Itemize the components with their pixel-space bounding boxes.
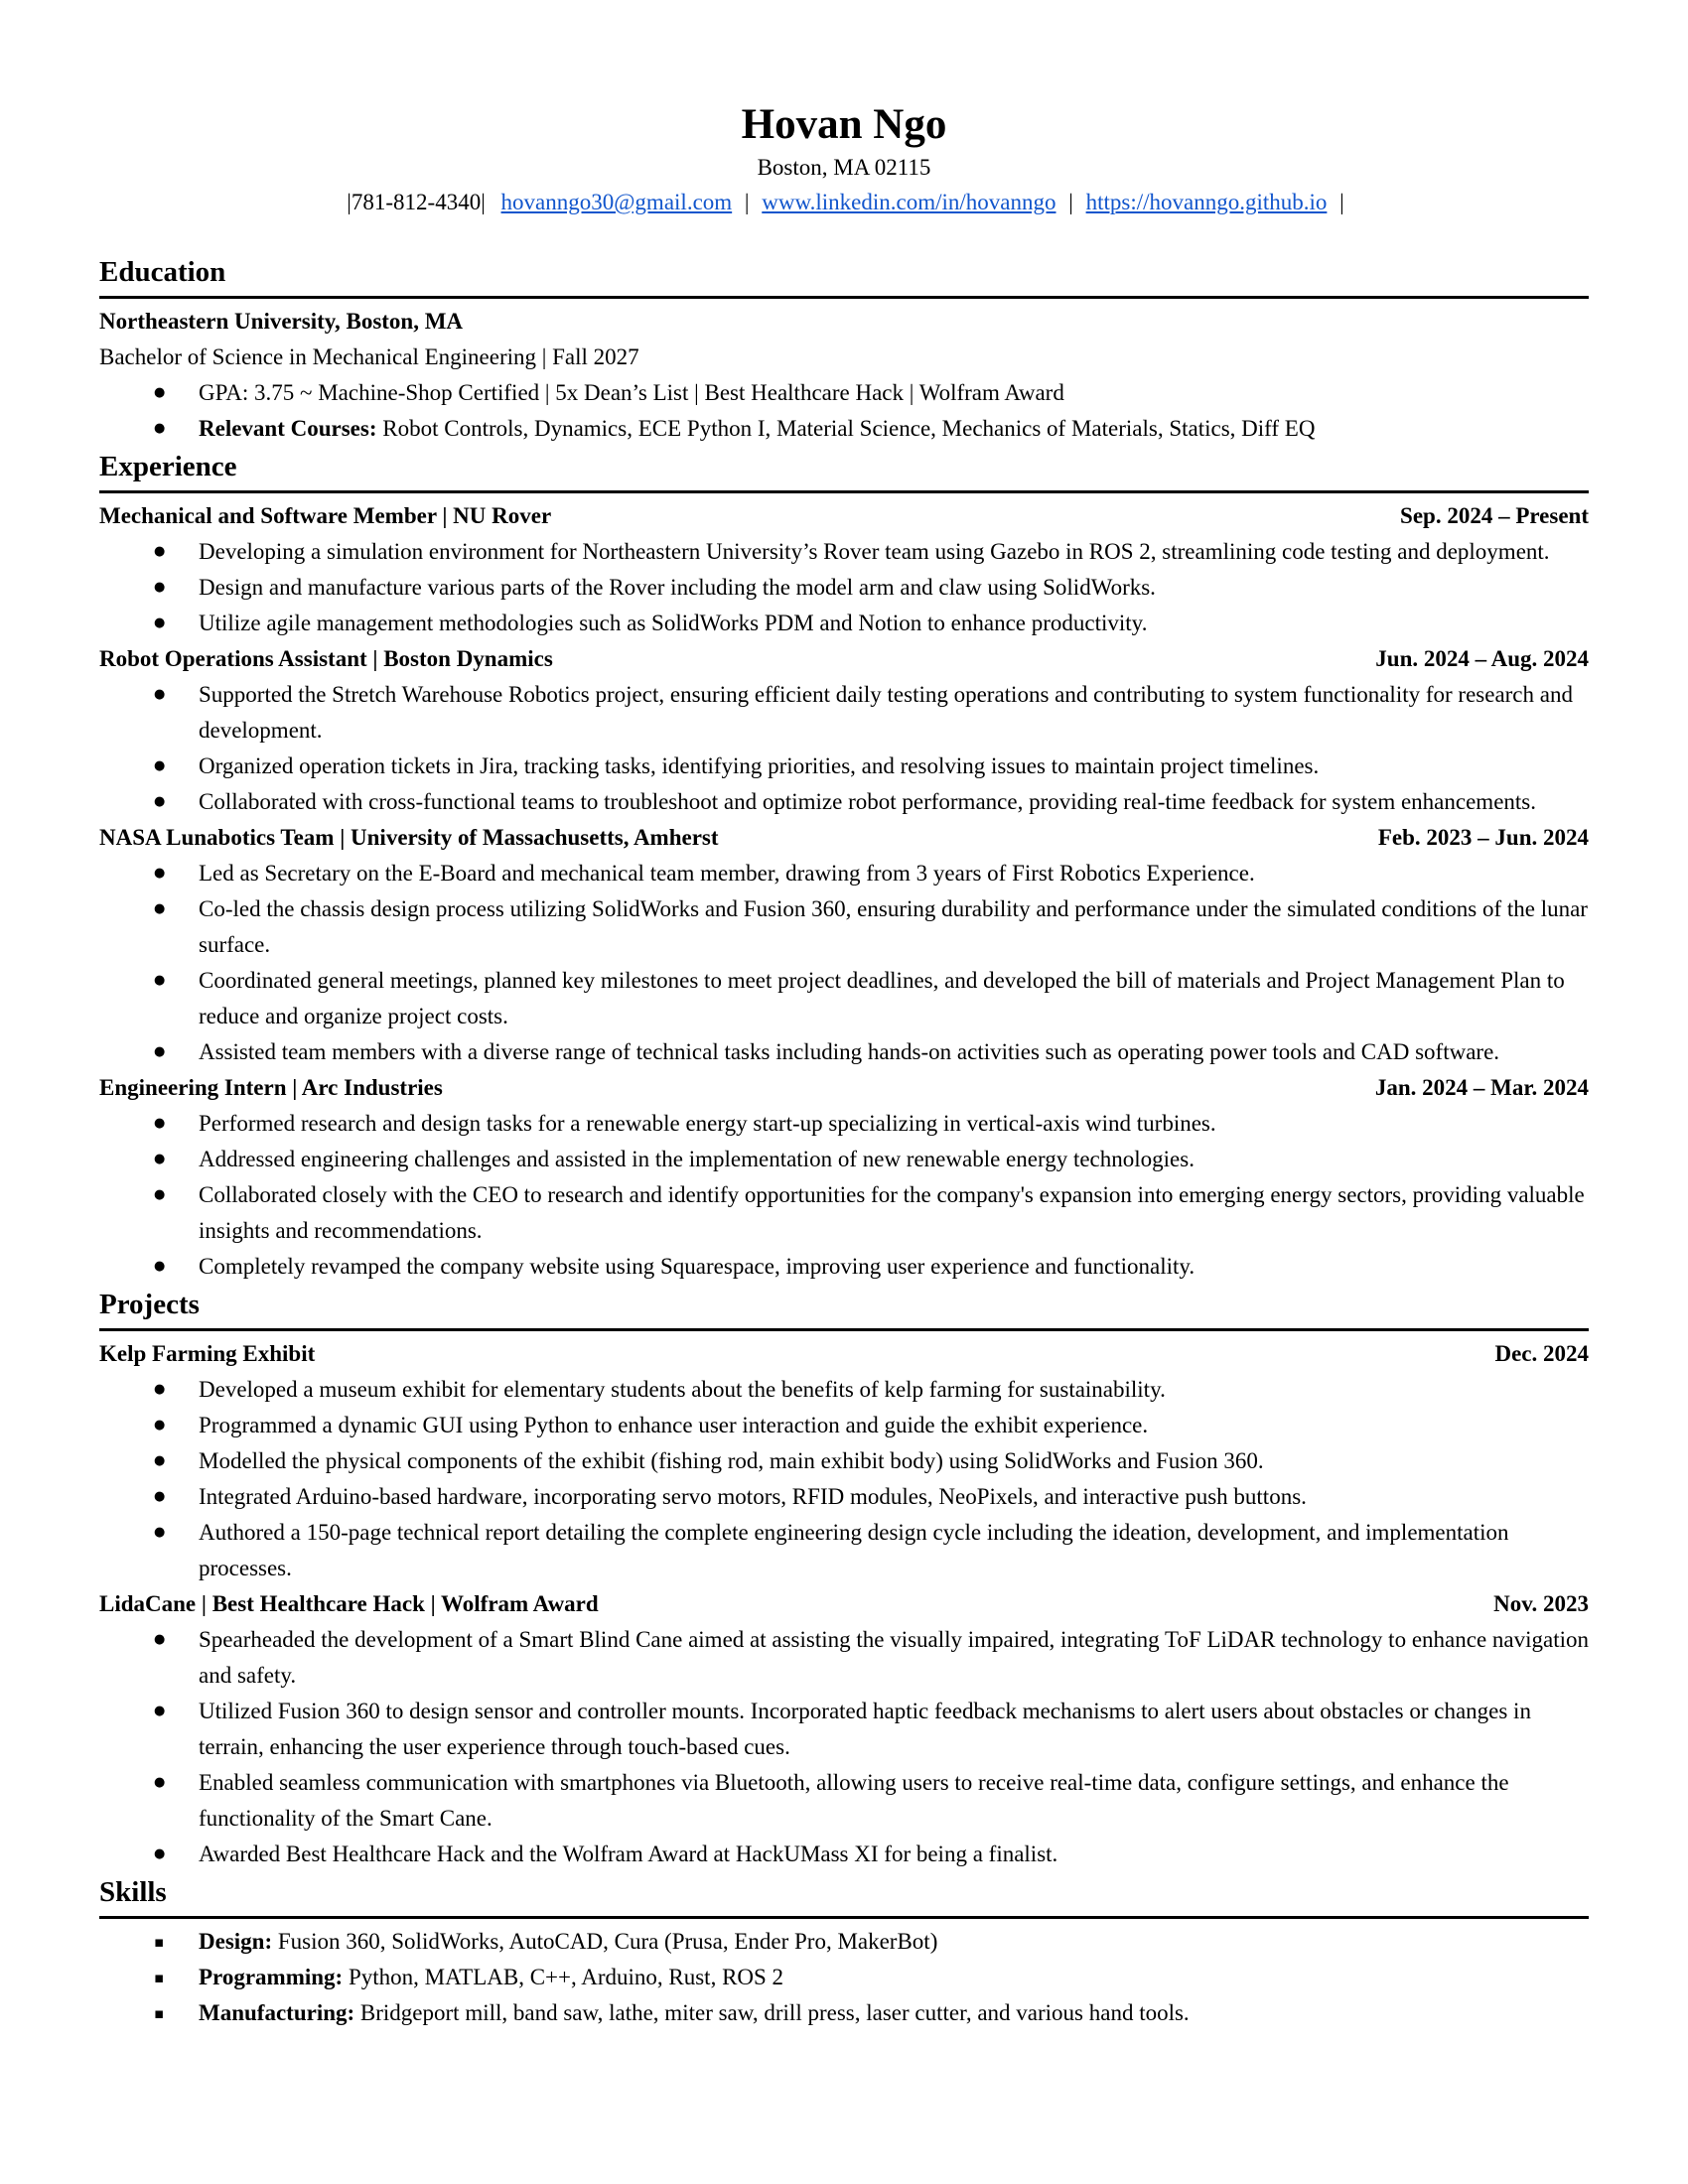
section-heading-education: Education [99,252,1589,299]
job-title: Engineering Intern | Arc Industries [99,1075,443,1100]
project-bullets [99,1372,1589,1586]
bullet-item [199,749,1589,784]
bullet-item [199,1995,1589,2031]
bullet-text: Addressed engineering challenges and assisted in the implementation of new renewable energy technologies. [199,1147,1195,1171]
project-title: Kelp Farming Exhibit [99,1341,316,1366]
bullet-text: Enabled seamless communication with smartphones via Bluetooth, allowing users to receive real-time data, configure settings, and enhance the functionality of the Smart Cane. [199,1770,1509,1831]
job-entry [99,498,1589,641]
bullet-text: Programmed a dynamic GUI using Python to enhance user interaction and guide the exhibit experience. [199,1413,1149,1437]
section-experience [99,447,1589,1285]
bullet-text: Bridgeport mill, band saw, lathe, miter saw, drill press, laser cutter, and various hand tools. [354,2000,1190,2025]
bullet-text: Coordinated general meetings, planned key milestones to meet project deadlines, and developed the bill of materials and Project Management Plan to reduce and organize project costs. [199,968,1565,1028]
contact-separator: | [744,190,750,214]
bullet-item [199,1106,1589,1142]
bullet-text: Developed a museum exhibit for elementary students about the benefits of kelp farming for sustainability. [199,1377,1166,1402]
bullet-text: Utilized Fusion 360 to design sensor and controller mounts. Incorporated haptic feedback mechanisms to alert users about obstacles or changes in terrain, enhancing the user experience through touch-based cues. [199,1699,1531,1759]
bullet-item [199,1408,1589,1443]
location-line: Boston, MA 02115 [757,155,931,180]
job-dates: Sep. 2024 – Present [1400,503,1589,528]
bullet-text: Spearheaded the development of a Smart Blind Cane aimed at assisting the visually impaired, integrating ToF LiDAR technology to enhance navigation and safety. [199,1627,1589,1688]
bullet-item [199,1479,1589,1515]
bullet-item [199,1837,1589,1872]
phone-number: |781-812-4340| [347,190,486,214]
job-header [99,498,1589,534]
project-entry [99,1336,1589,1586]
bullet-text: Utilize agile management methodologies such as SolidWorks PDM and Notion to enhance productivity. [199,611,1148,635]
school-name: Northeastern University, Boston, MA [99,309,464,334]
bullet-item [199,1142,1589,1177]
bullet-label: Design: [199,1929,273,1954]
project-header [99,1586,1589,1622]
email-link[interactable]: hovanngo30@gmail.com [500,190,733,214]
bullet-text: GPA: 3.75 ~ Machine-Shop Certified | 5x Dean’s List | Best Healthcare Hack | Wolfram Award [199,380,1064,405]
bullet-item [199,856,1589,891]
project-entry [99,1586,1589,1872]
job-dates: Feb. 2023 – Jun. 2024 [1377,825,1589,850]
job-entry [99,641,1589,820]
bullet-text: Authored a 150-page technical report detailing the complete engineering design cycle including the ideation, development, and implementation processes. [199,1520,1509,1580]
section-heading-projects: Projects [99,1285,1589,1331]
bullet-item [199,606,1589,641]
project-dates: Dec. 2024 [1494,1341,1589,1366]
bullet-label: Relevant Courses: [199,416,377,441]
job-bullets [99,1106,1589,1285]
contact-separator: | [1068,190,1073,214]
bullet-label: Programming: [199,1965,344,1989]
bullet-item [199,1765,1589,1837]
bullet-text: Integrated Arduino-based hardware, incorporating servo motors, RFID modules, NeoPixels, and interactive push buttons. [199,1484,1307,1509]
bullet-text: Led as Secretary on the E-Board and mechanical team member, drawing from 3 years of First Robotics Experience. [199,861,1255,886]
bullet-text: Organized operation tickets in Jira, tracking tasks, identifying priorities, and resolving issues to maintain project timelines. [199,753,1320,778]
bullet-text: Supported the Stretch Warehouse Robotics project, ensuring efficient daily testing operations and contributing to system functionality for research and development. [199,682,1573,743]
section-education [99,252,1589,447]
section-skills [99,1872,1589,2031]
section-projects [99,1285,1589,1872]
education-bullets [99,375,1589,447]
bullet-text: Completely revamped the company website using Squarespace, improving user experience and functionality. [199,1254,1196,1279]
linkedin-link[interactable]: www.linkedin.com/in/hovanngo [762,190,1056,214]
project-dates: Nov. 2023 [1493,1591,1589,1616]
bullet-text: Design and manufacture various parts of the Rover including the model arm and claw using SolidWorks. [199,575,1156,600]
bullet-item [199,1960,1589,1995]
job-entry [99,1070,1589,1285]
resume-header [99,99,1589,220]
bullet-text: Modelled the physical components of the exhibit (fishing rod, main exhibit body) using SolidWorks and Fusion 360. [199,1448,1264,1473]
bullet-item [199,1443,1589,1479]
job-bullets [99,677,1589,820]
bullet-item [199,1372,1589,1408]
job-title: Robot Operations Assistant | Boston Dynamics [99,646,553,671]
bullet-text: Collaborated with cross-functional teams to troubleshoot and optimize robot performance, providing real-time feedback for system enhancements. [199,789,1536,814]
bullet-label: Manufacturing: [199,2000,355,2025]
bullet-item [199,411,1589,447]
project-bullets [99,1622,1589,1872]
job-bullets [99,856,1589,1070]
job-header [99,1070,1589,1106]
bullet-item [199,677,1589,749]
bullet-item [199,1034,1589,1070]
bullet-text: Awarded Best Healthcare Hack and the Wolfram Award at HackUMass XI for being a finalist. [199,1842,1058,1866]
job-bullets [99,534,1589,641]
bullet-item [199,534,1589,570]
bullet-item [199,1622,1589,1694]
bullet-text: Robot Controls, Dynamics, ECE Python I, Material Science, Mechanics of Materials, Statics, Diff EQ [376,416,1316,441]
bullet-item [199,1515,1589,1586]
bullet-text: Co-led the chassis design process utilizing SolidWorks and Fusion 360, ensuring durability and performance under the simulated conditions of the lunar surface. [199,896,1588,957]
contact-line [99,185,1589,220]
section-heading-experience: Experience [99,447,1589,493]
bullet-item [199,375,1589,411]
job-header [99,820,1589,856]
contact-separator: | [1339,190,1344,214]
website-link[interactable]: https://hovanngo.github.io [1085,190,1328,214]
bullet-item [199,891,1589,963]
degree-line: Bachelor of Science in Mechanical Engineering | Fall 2027 [99,344,639,369]
bullet-item [199,570,1589,606]
job-dates: Jun. 2024 – Aug. 2024 [1375,646,1589,671]
job-dates: Jan. 2024 – Mar. 2024 [1374,1075,1589,1100]
candidate-name: Hovan Ngo [741,101,947,148]
project-title: LidaCane | Best Healthcare Hack | Wolfram Award [99,1591,599,1616]
bullet-item [199,1694,1589,1765]
bullet-item [199,1924,1589,1960]
job-header [99,641,1589,677]
project-header [99,1336,1589,1372]
section-heading-skills: Skills [99,1872,1589,1919]
bullet-item [199,963,1589,1034]
bullet-item [199,1249,1589,1285]
job-title: Mechanical and Software Member | NU Rover [99,503,552,528]
bullet-text: Assisted team members with a diverse range of technical tasks including hands-on activities such as operating power tools and CAD software. [199,1039,1500,1064]
bullet-item [199,1177,1589,1249]
bullet-item [199,784,1589,820]
job-title: NASA Lunabotics Team | University of Massachusetts, Amherst [99,825,719,850]
bullet-text: Developing a simulation environment for Northeastern University’s Rover team using Gazebo in ROS 2, streamlining code testing and deployment. [199,539,1550,564]
skills-bullets [99,1924,1589,2031]
bullet-text: Fusion 360, SolidWorks, AutoCAD, Cura (Prusa, Ender Pro, MakerBot) [272,1929,938,1954]
job-entry [99,820,1589,1070]
bullet-text: Python, MATLAB, C++, Arduino, Rust, ROS 2 [343,1965,784,1989]
bullet-text: Collaborated closely with the CEO to research and identify opportunities for the company's expansion into emerging energy sectors, providing valuable insights and recommendations. [199,1182,1585,1243]
bullet-text: Performed research and design tasks for a renewable energy start-up specializing in vertical-axis wind turbines. [199,1111,1216,1136]
